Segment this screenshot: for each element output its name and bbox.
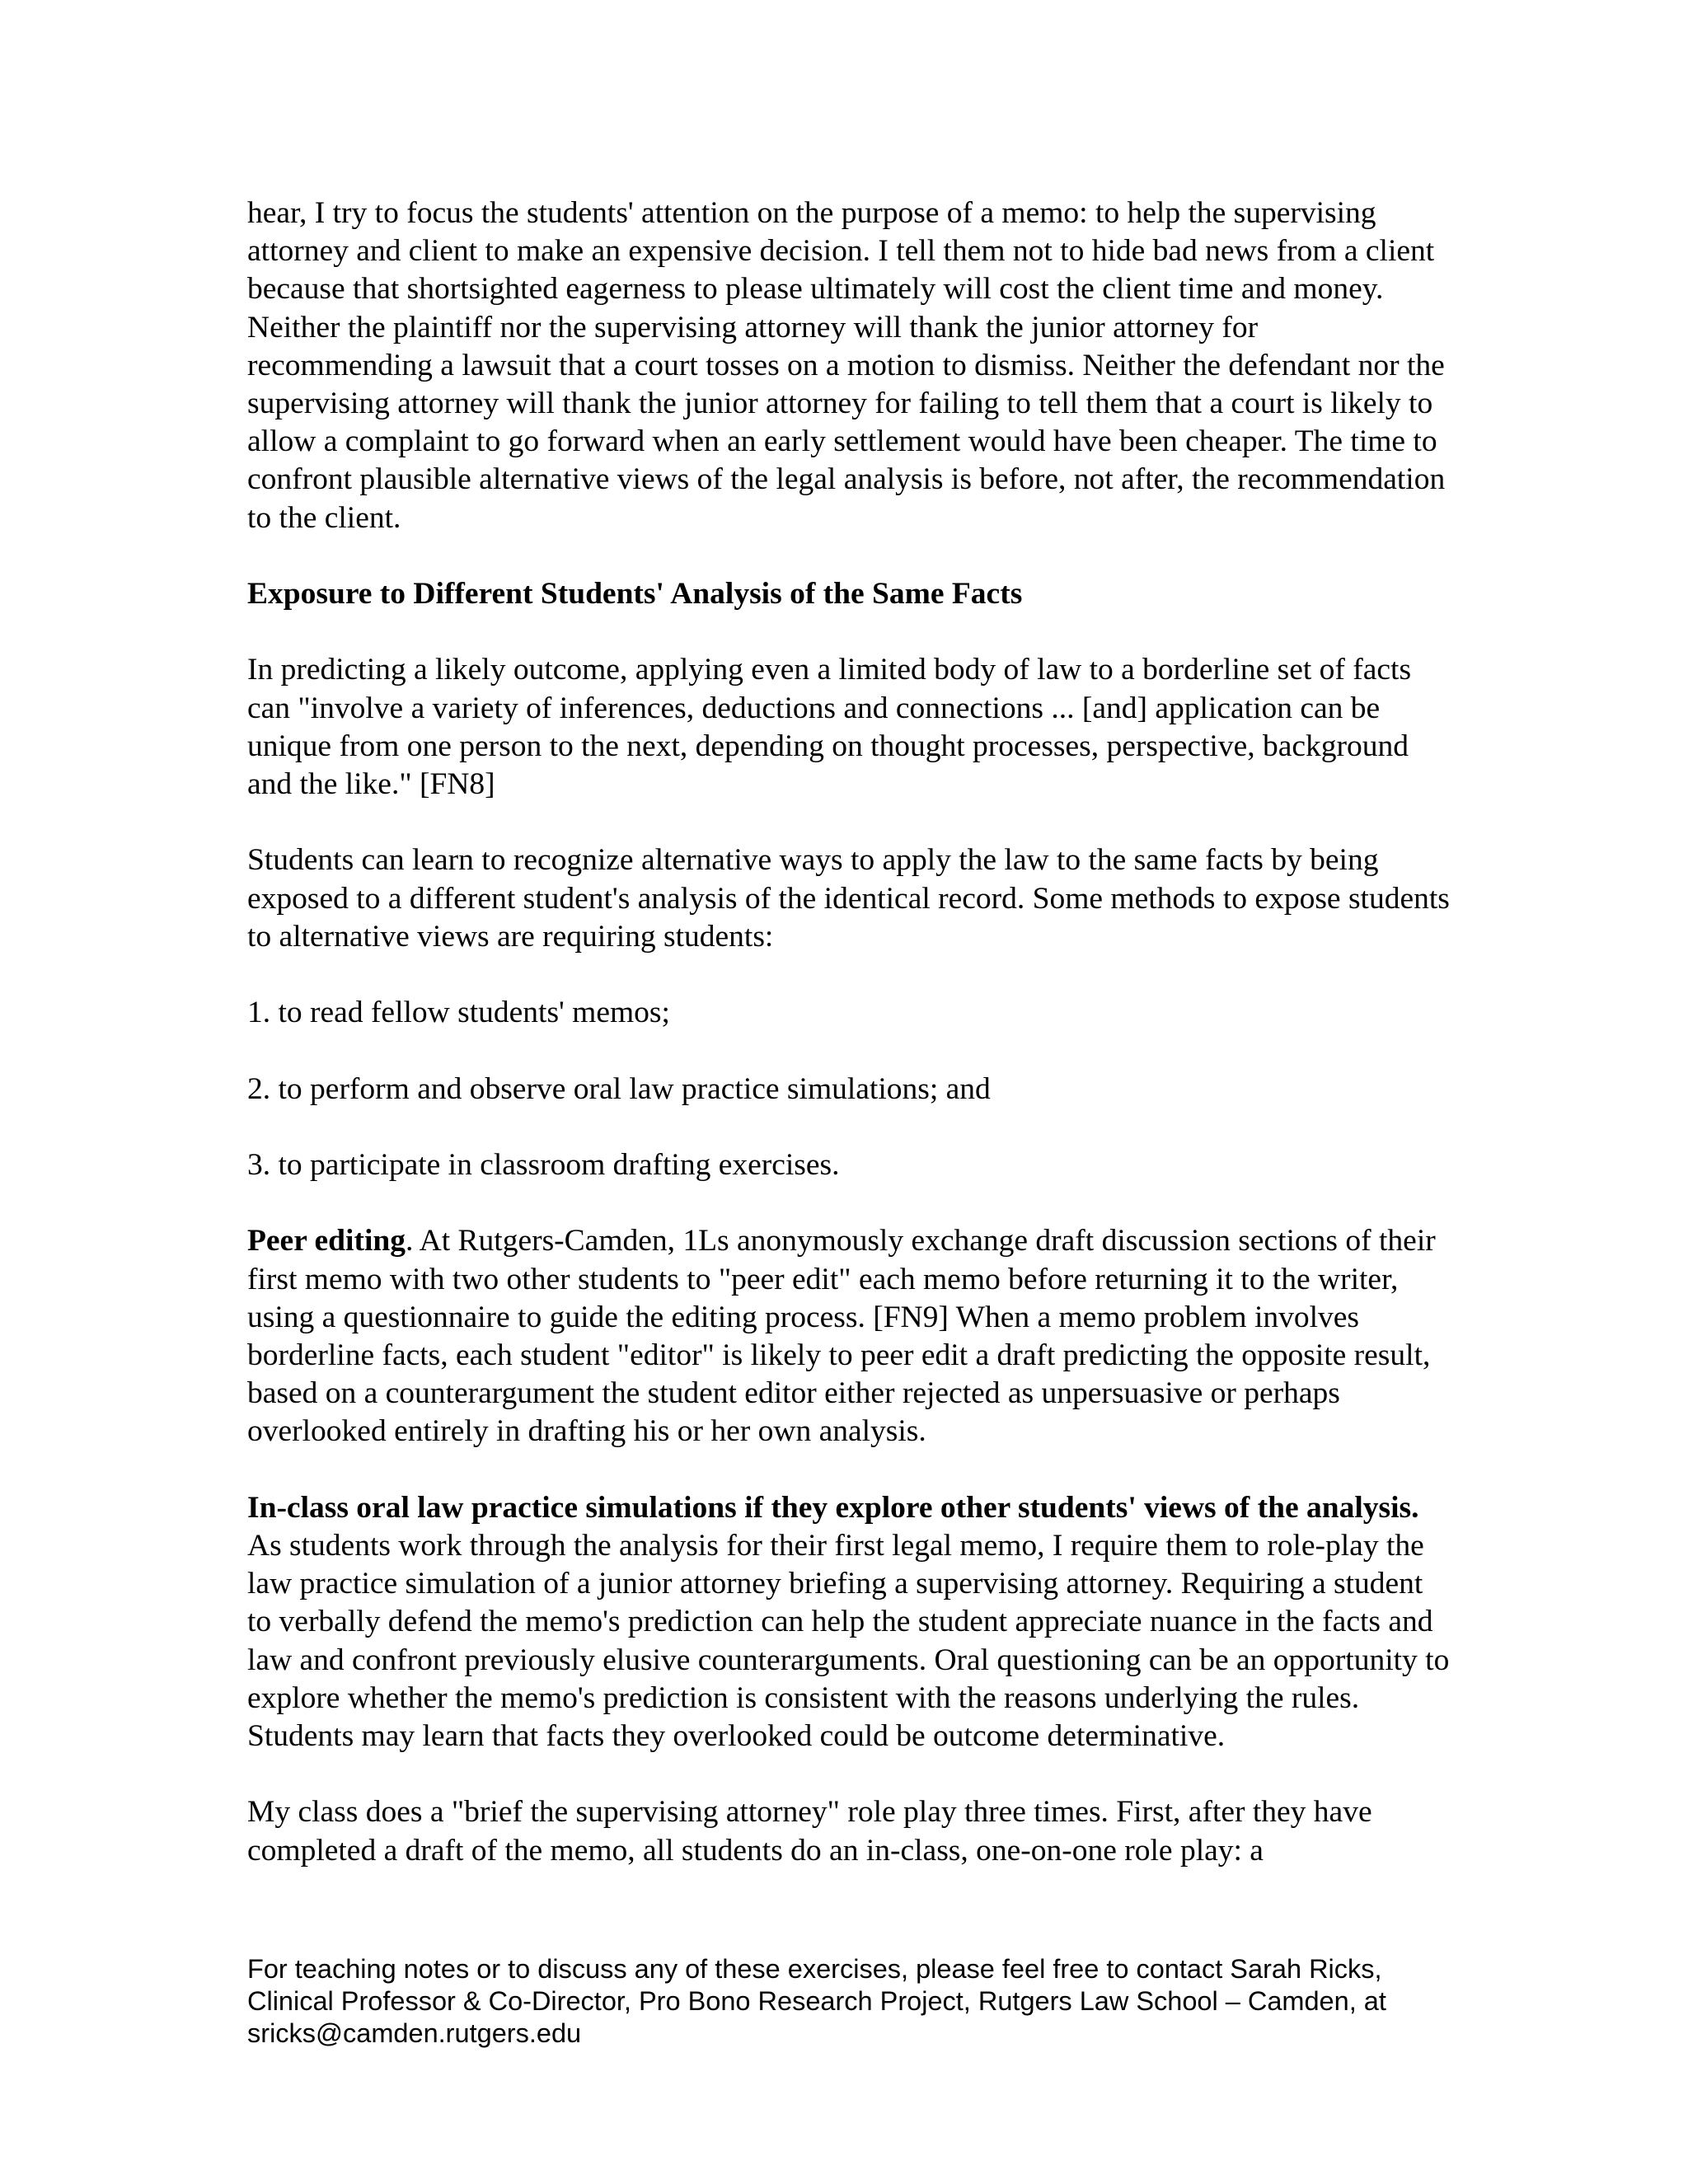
paragraph-role-play: My class does a "brief the supervising attorney" role play three times. First, after they have completed a draft of the memo, all students do an in-class, one-on-one role play: a: [247, 1795, 1372, 1868]
list-item-oral-simulations: 2. to perform and observe oral law practice simulations; and: [247, 1071, 991, 1106]
oral-simulations-lead: In-class oral law practice simulations if they explore other students' views of the analysis.: [247, 1490, 1419, 1525]
paragraph-alternative-ways: Students can learn to recognize alternative ways to apply the law to the same facts by being exposed to a different student's analysis of the identical record. Some methods to expose students to alternative views are requiring students:: [247, 843, 1450, 954]
peer-editing-body: . At Rutgers-Camden, 1Ls anonymously exchange draft discussion sections of their first memo with two other students to "peer edit" each memo before returning it to the writer, using a questionnaire to guide the editing process. [FN9] When a memo problem involves borderline facts, each student "editor" is likely to peer edit a draft predicting the opposite result, based on a counterargument the student editor either rejected as unpersuasive or perhaps overlooked entirely in drafting his or her own analysis.: [247, 1224, 1436, 1449]
paragraph-intro: hear, I try to focus the students' attention on the purpose of a memo: to help the supervising attorney and client to make an expensive decision. I tell them not to hide bad news from a client because that shortsighted eagerness to please ultimately will cost the client time and money. Neither the plaintiff nor the supervising attorney will thank the junior attorney for recommending a lawsuit that a court tosses on a motion to dismiss. Neither the defendant nor the supervising attorney will thank the junior attorney for failing to tell them that a court is likely to allow a complaint to go forward when an early settlement would have been cheaper. The time to confront plausible alternative views of the legal analysis is before, not after, the recommendation to the client.: [247, 196, 1446, 535]
paragraph-peer-editing: [247, 1222, 1451, 1451]
footer-line-2: Clinical Professor & Co-Director, Pro Bono Research Project, Rutgers Law School – Camden, at: [247, 1986, 1386, 2016]
paragraph-oral-simulations: [247, 1489, 1451, 1755]
oral-simulations-body: As students work through the analysis for their first legal memo, I require them to role-play the law practice simulation of a junior attorney briefing a supervising attorney. Requiring a student to verbally defend the memo's prediction can help the student appreciate nuance in the facts and law and confront previously elusive counterarguments. Oral questioning can be an opportunity to explore whether the memo's prediction is consistent with the reasons underlying the rules. Students may learn that facts they overlooked could be outcome determinative.: [247, 1528, 1450, 1753]
list-item-read-memos: 1. to read fellow students' memos;: [247, 996, 670, 1030]
footer-note: [247, 1953, 1467, 2050]
list-item-drafting-exercises: 3. to participate in classroom drafting exercises.: [247, 1147, 840, 1182]
footer-line-1: For teaching notes or to discuss any of these exercises, please feel free to contact Sarah Ricks,: [247, 1954, 1382, 1984]
peer-editing-lead: Peer editing: [247, 1224, 406, 1258]
section-heading: Exposure to Different Students' Analysis of the Same Facts: [247, 577, 1023, 612]
paragraph-predicting-outcome: In predicting a likely outcome, applying even a limited body of law to a borderline set of facts can "involve a variety of inferences, deductions and connections ... [and] application can be unique from one person to the next, depending on thought processes, perspective, background and the like." [FN8]: [247, 653, 1412, 802]
footer-email: sricks@camden.rutgers.edu: [247, 2018, 582, 2048]
document-body: [247, 194, 1451, 1870]
